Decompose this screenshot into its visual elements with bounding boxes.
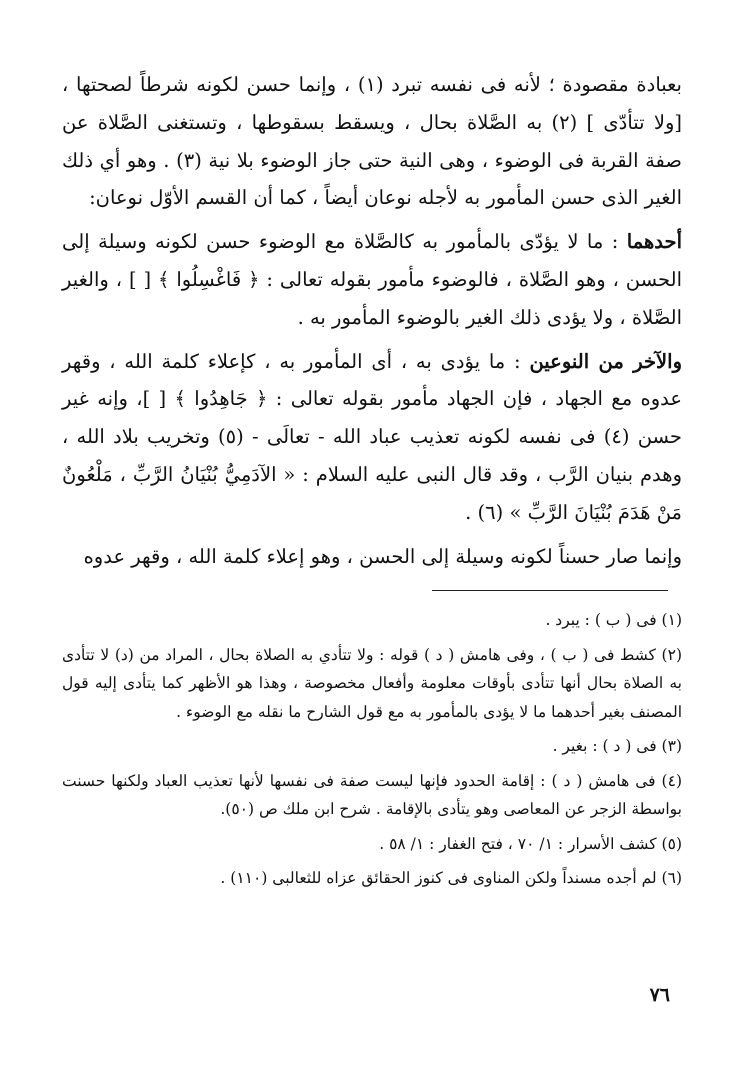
footnote-6: (٦) لم أجده مسنداً ولكن المناوى فى كنوز الحقائق عزاه للثعالبى (١١٠) . xyxy=(220,869,682,887)
page-number: ٧٦ xyxy=(649,984,670,1006)
paragraph-2-lead: أحدهما xyxy=(626,230,682,254)
footnote-1: (١) فى ( ب ) : يبرد . xyxy=(545,611,682,629)
footnotes xyxy=(62,606,682,893)
paragraph-2-text: : ما لا يؤدّى بالمأمور به كالصَّلاة مع الوضوء حسن لكونه وسيلة إلى الحسن ، وهو الصَّلاة ، فالوضوء مأمور بقوله تعالى : ﴿ فَاغْسِلُوا ﴾ [ ] ، والغير الصَّلاة ، ولا يؤدى ذلك الغير بالوضوء المأمور به . xyxy=(62,230,682,329)
paragraph-2 xyxy=(62,223,682,336)
footnote-5: (٥) كشف الأسرار : ١/ ٧٠ ، فتح الغفار : ١/ ٥٨ . xyxy=(379,834,682,853)
footnote-separator xyxy=(432,590,668,591)
paragraph-3-text: : ما يؤدى به ، أى المأمور به ، كإعلاء كلمة الله ، وقهر عدوه مع الجهاد ، فإن الجهاد مأمور بقوله تعالى : ﴿ جَاهِدُوا ﴾ [ ]، وإنه غير حسن (٤) فى نفسه لكونه تعذيب عباد الله - تعالَى - (٥) وتخريب بلاد الله ، وهدم بنيان الرَّب ، وقد قال النبى عليه السلام : « الآدَمِيُّ بُنْيَانُ الرَّبِّ ، مَلْعُونٌ مَنْ هَدَمَ بُنْيَانَ الرَّبِّ » (٦) . xyxy=(62,349,682,524)
main-text xyxy=(62,66,682,575)
paragraph-3-lead: والآخر من النوعين xyxy=(529,349,682,373)
paragraph-3 xyxy=(62,343,682,532)
footnote-4: (٤) فى هامش ( د ) : إقامة الحدود فإنها ليست صفة فى نفسها لأنها تعذيب العباد ولكنها حسنت بواسطة الزجر عن المعاصى وهو يتأدى بالإقامة . شرح ابن ملك ص (٥٠). xyxy=(62,771,682,818)
footnote-2: (٢) كشط فى ( ب ) ، وفى هامش ( د ) قوله : ولا تتأدي به الصلاة بحال ، المراد من (د) لا تتأدى به الصلاة بحال أنها تتأدى بأوقات معلومة وأفعال مخصوصة ، وهذا هو الأظهر كما يتأدى إليه قول المصنف بغير أحدهما ما لا يؤدى بالمأمور به مع قول الشارح ما نقله مع الوضوء . xyxy=(62,645,682,721)
footnote-3: (٣) فى ( د ) : بغير . xyxy=(552,737,682,755)
paragraph-1: بعبادة مقصودة ؛ لأنه فى نفسه تبرد (١) ، وإنما حسن لكونه شرطاً لصحتها ، [ولا تتأدّى ] (٢) به الصَّلاة بحال ، ويسقط بسقوطها ، وتستغنى الصَّلاة عن صفة القربة فى الوضوء ، وهى النية حتى جاز الوضوء بلا نية (٣) . وهو أي ذلك الغير الذى حسن المأمور به لأجله نوعان أيضاً ، كما أن القسم الأوّل نوعان: xyxy=(62,73,683,210)
paragraph-4: وإنما صار حسناً لكونه وسيلة إلى الحسن ، وهو إعلاء كلمة الله ، وقهر عدوه xyxy=(83,544,682,568)
